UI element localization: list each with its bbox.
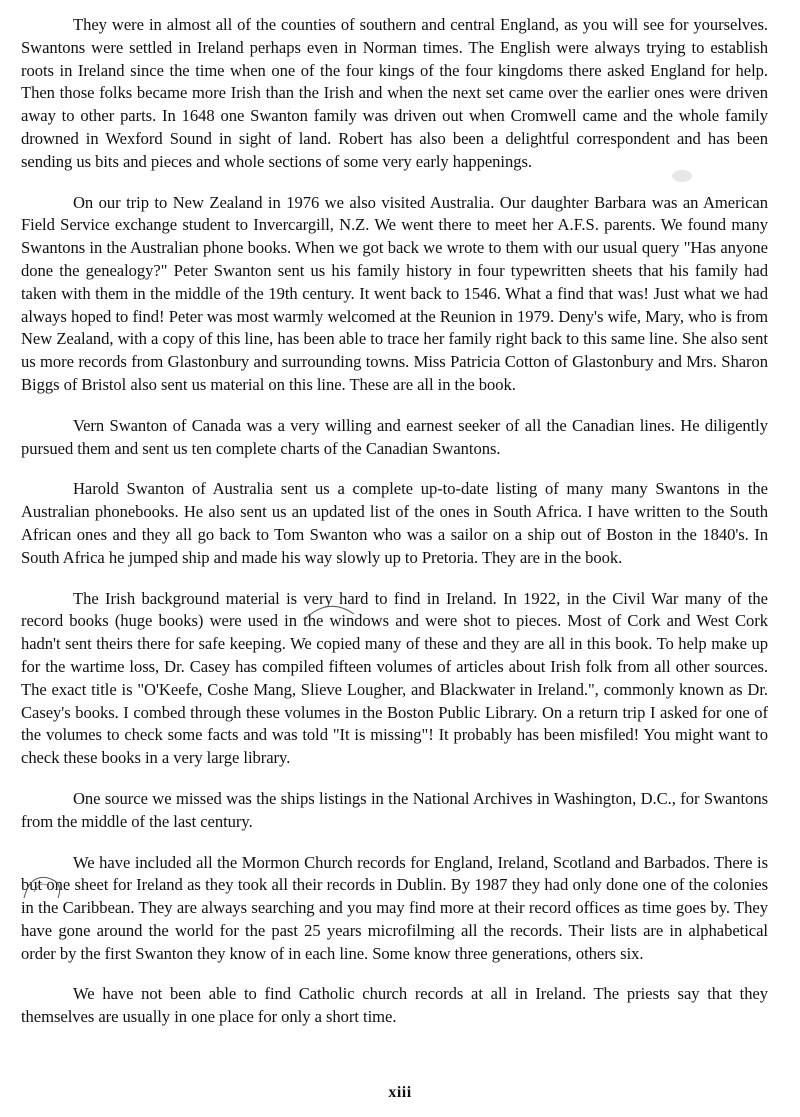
paragraph-irish-background: The Irish background material is very hard to find in Ireland. In 1922, in the Civil War many of the record books (huge books) were used in the windows and were shot to pieces. Most of Cork and West Cork hadn't sent theirs there for safe keeping. We copied many of these and they are all in this book. To help make up for the wartime loss, Dr. Casey has compiled fifteen volumes of articles about Irish folk from all other sources. The exact title is "O'Keefe, Coshe Mang, Slieve Lougher, and Blackwater in Ireland.", commonly known as Dr. Casey's books. I combed through these volumes in the Boston Public Library. On a return trip I asked for one of the volumes to check some facts and was told "It is missing"! It probably has been misfiled! You might want to check these books in a very large library. <box>21 588 768 768</box>
paragraph-vern-swanton: Vern Swanton of Canada was a very willing and earnest seeker of all the Canadian lines. He diligently pursued them and sent us ten complete charts of the Canadian Swantons. <box>21 415 768 458</box>
paragraph-harold-swanton: Harold Swanton of Australia sent us a complete up-to-date listing of many many Swantons in the Australian phonebooks. He also sent us an updated list of the ones in South Africa. I have written to the South African ones and they all go back to Tom Swanton who was a sailor on a ship out of Boston in the 1840's. In South Africa he jumped ship and made his way slowly up to Pretoria. They are in the book. <box>21 479 768 567</box>
page-number: xiii <box>388 1084 412 1101</box>
paragraph-mormon-records: We have included all the Mormon Church records for England, Ireland, Scotland and Barbados. There is but one sheet for Ireland as they took all their records in Dublin. By 1987 they had only done one of the colonies in the Caribbean. They are always searching and you may find more at their record offices as time goes by. They have gone around the world for the past 25 years microfilming all the records. Their lists are in alphabetical order by the first Swanton they know of in each line. Some know three generations, others six. <box>21 852 768 963</box>
paragraph-ships-listings: One source we missed was the ships listings in the National Archives in Washington, D.C., for Swantons from the middle of the last century. <box>21 788 768 831</box>
paragraph-swantons-origins: They were in almost all of the counties of southern and central England, as you will see for yourselves. Swantons were settled in Ireland perhaps even in Norman times. The English were always trying to establish roots in Ireland since the time when one of the four kings of the four kingdoms there asked England for help. Then those folks became more Irish than the Irish and when the next set came over the earlier ones were driven away to other parts. In 1648 one Swanton family was driven out when Cromwell came and the whole family drowned in Wexford Sound in sight of land. Robert has also been a delightful correspondent and has been sending us bits and pieces and whole sections of some very early happenings. <box>21 15 768 171</box>
document-body <box>21 14 768 1047</box>
paragraph-new-zealand-trip: On our trip to New Zealand in 1976 we also visited Australia. Our daughter Barbara was an American Field Service exchange student to Invercargill, N.Z. We went there to meet her A.F.S. parents. We found many Swantons in the Australian phone books. When we got back we wrote to them with our usual query "Has anyone done the genealogy?" Peter Swanton sent us his family history in four typewritten sheets that his family had taken with them in the middle of the 19th century. It went back to 1546. What a find that was! Just what we had always hoped to find! Peter was most warmly welcomed at the Reunion in 1979. Deny's wife, Mary, who is from New Zealand, with a copy of this line, has been able to trace her family right back to this same line. She also sent us more records from Glastonbury and surrounding towns. Miss Patricia Cotton of Glastonbury and Mrs. Sharon Biggs of Bristol also sent us material on this line. These are all in the book. <box>21 192 768 394</box>
paragraph-catholic-records: We have not been able to find Catholic church records at all in Ireland. The priests say that they themselves are usually in one place for only a short time. <box>21 984 768 1027</box>
